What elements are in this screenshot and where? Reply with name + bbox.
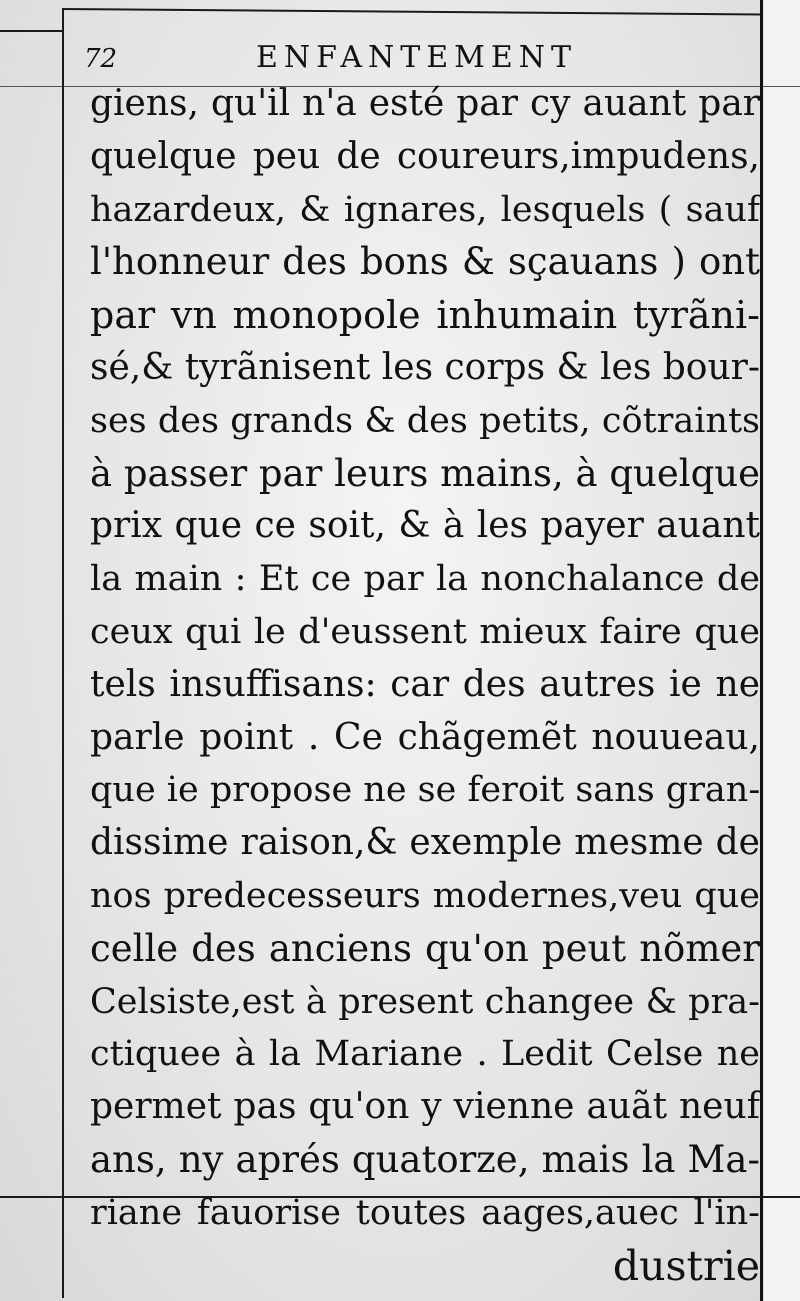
top-rule bbox=[62, 8, 762, 15]
right-margin-rule bbox=[760, 0, 763, 1301]
text-line: ses des grands & des petits, cõtraints bbox=[90, 400, 760, 441]
left-margin-rule bbox=[62, 8, 64, 1298]
page-number: 72 bbox=[84, 44, 118, 74]
text-line: riane fauorise toutes aages,auec l'in- bbox=[90, 1192, 760, 1233]
text-line: giens, qu'il n'a esté par cy auant par bbox=[90, 83, 760, 124]
catchword: dustrie bbox=[612, 1241, 760, 1290]
text-line: par vn monopole inhumain tyrãni- bbox=[90, 293, 760, 338]
text-line: tels insuffisans: car des autres ie ne bbox=[90, 663, 760, 705]
text-line: ctiquee à la Mariane . Ledit Celse ne bbox=[90, 1034, 760, 1075]
text-line: permet pas qu'on y vienne auãt neuf bbox=[90, 1086, 760, 1128]
page-header bbox=[84, 38, 754, 78]
text-line: parle point . Ce chãgemẽt nouueau, bbox=[90, 716, 760, 758]
text-line: que ie propose ne se feroit sans gran- bbox=[90, 770, 760, 811]
text-line: la main : Et ce par la nonchalance de bbox=[90, 559, 760, 600]
text-line: quelque peu de coureurs,impudens, bbox=[90, 135, 760, 177]
running-title: ENFANTEMENT bbox=[256, 40, 578, 75]
text-line: ans, ny aprés quatorze, mais la Ma- bbox=[90, 1137, 760, 1181]
text-line: Celsiste,est à present changee & pra- bbox=[90, 981, 760, 1022]
text-line: ceux qui le d'eussent mieux faire que bbox=[90, 611, 760, 652]
text-line: à passer par leurs mains, à quelque bbox=[90, 451, 760, 495]
text-line: dissime raison,& exemple mesme de bbox=[90, 822, 760, 864]
text-line: sé,& tyrãnisent les corps & les bour- bbox=[90, 346, 760, 388]
text-line: nos predecesseurs modernes,veu que bbox=[90, 875, 760, 916]
text-line: prix que ce soit, & à les payer auant bbox=[90, 505, 760, 547]
top-rule-left bbox=[0, 30, 62, 32]
body-text bbox=[90, 78, 760, 1292]
page-edge bbox=[764, 0, 800, 1301]
text-line: hazardeux, & ignares, lesquels ( sauf bbox=[90, 189, 760, 230]
text-line: l'honneur des bons & sçauans ) ont bbox=[90, 240, 760, 284]
text-line: celle des anciens qu'on peut nõmer bbox=[90, 926, 760, 970]
